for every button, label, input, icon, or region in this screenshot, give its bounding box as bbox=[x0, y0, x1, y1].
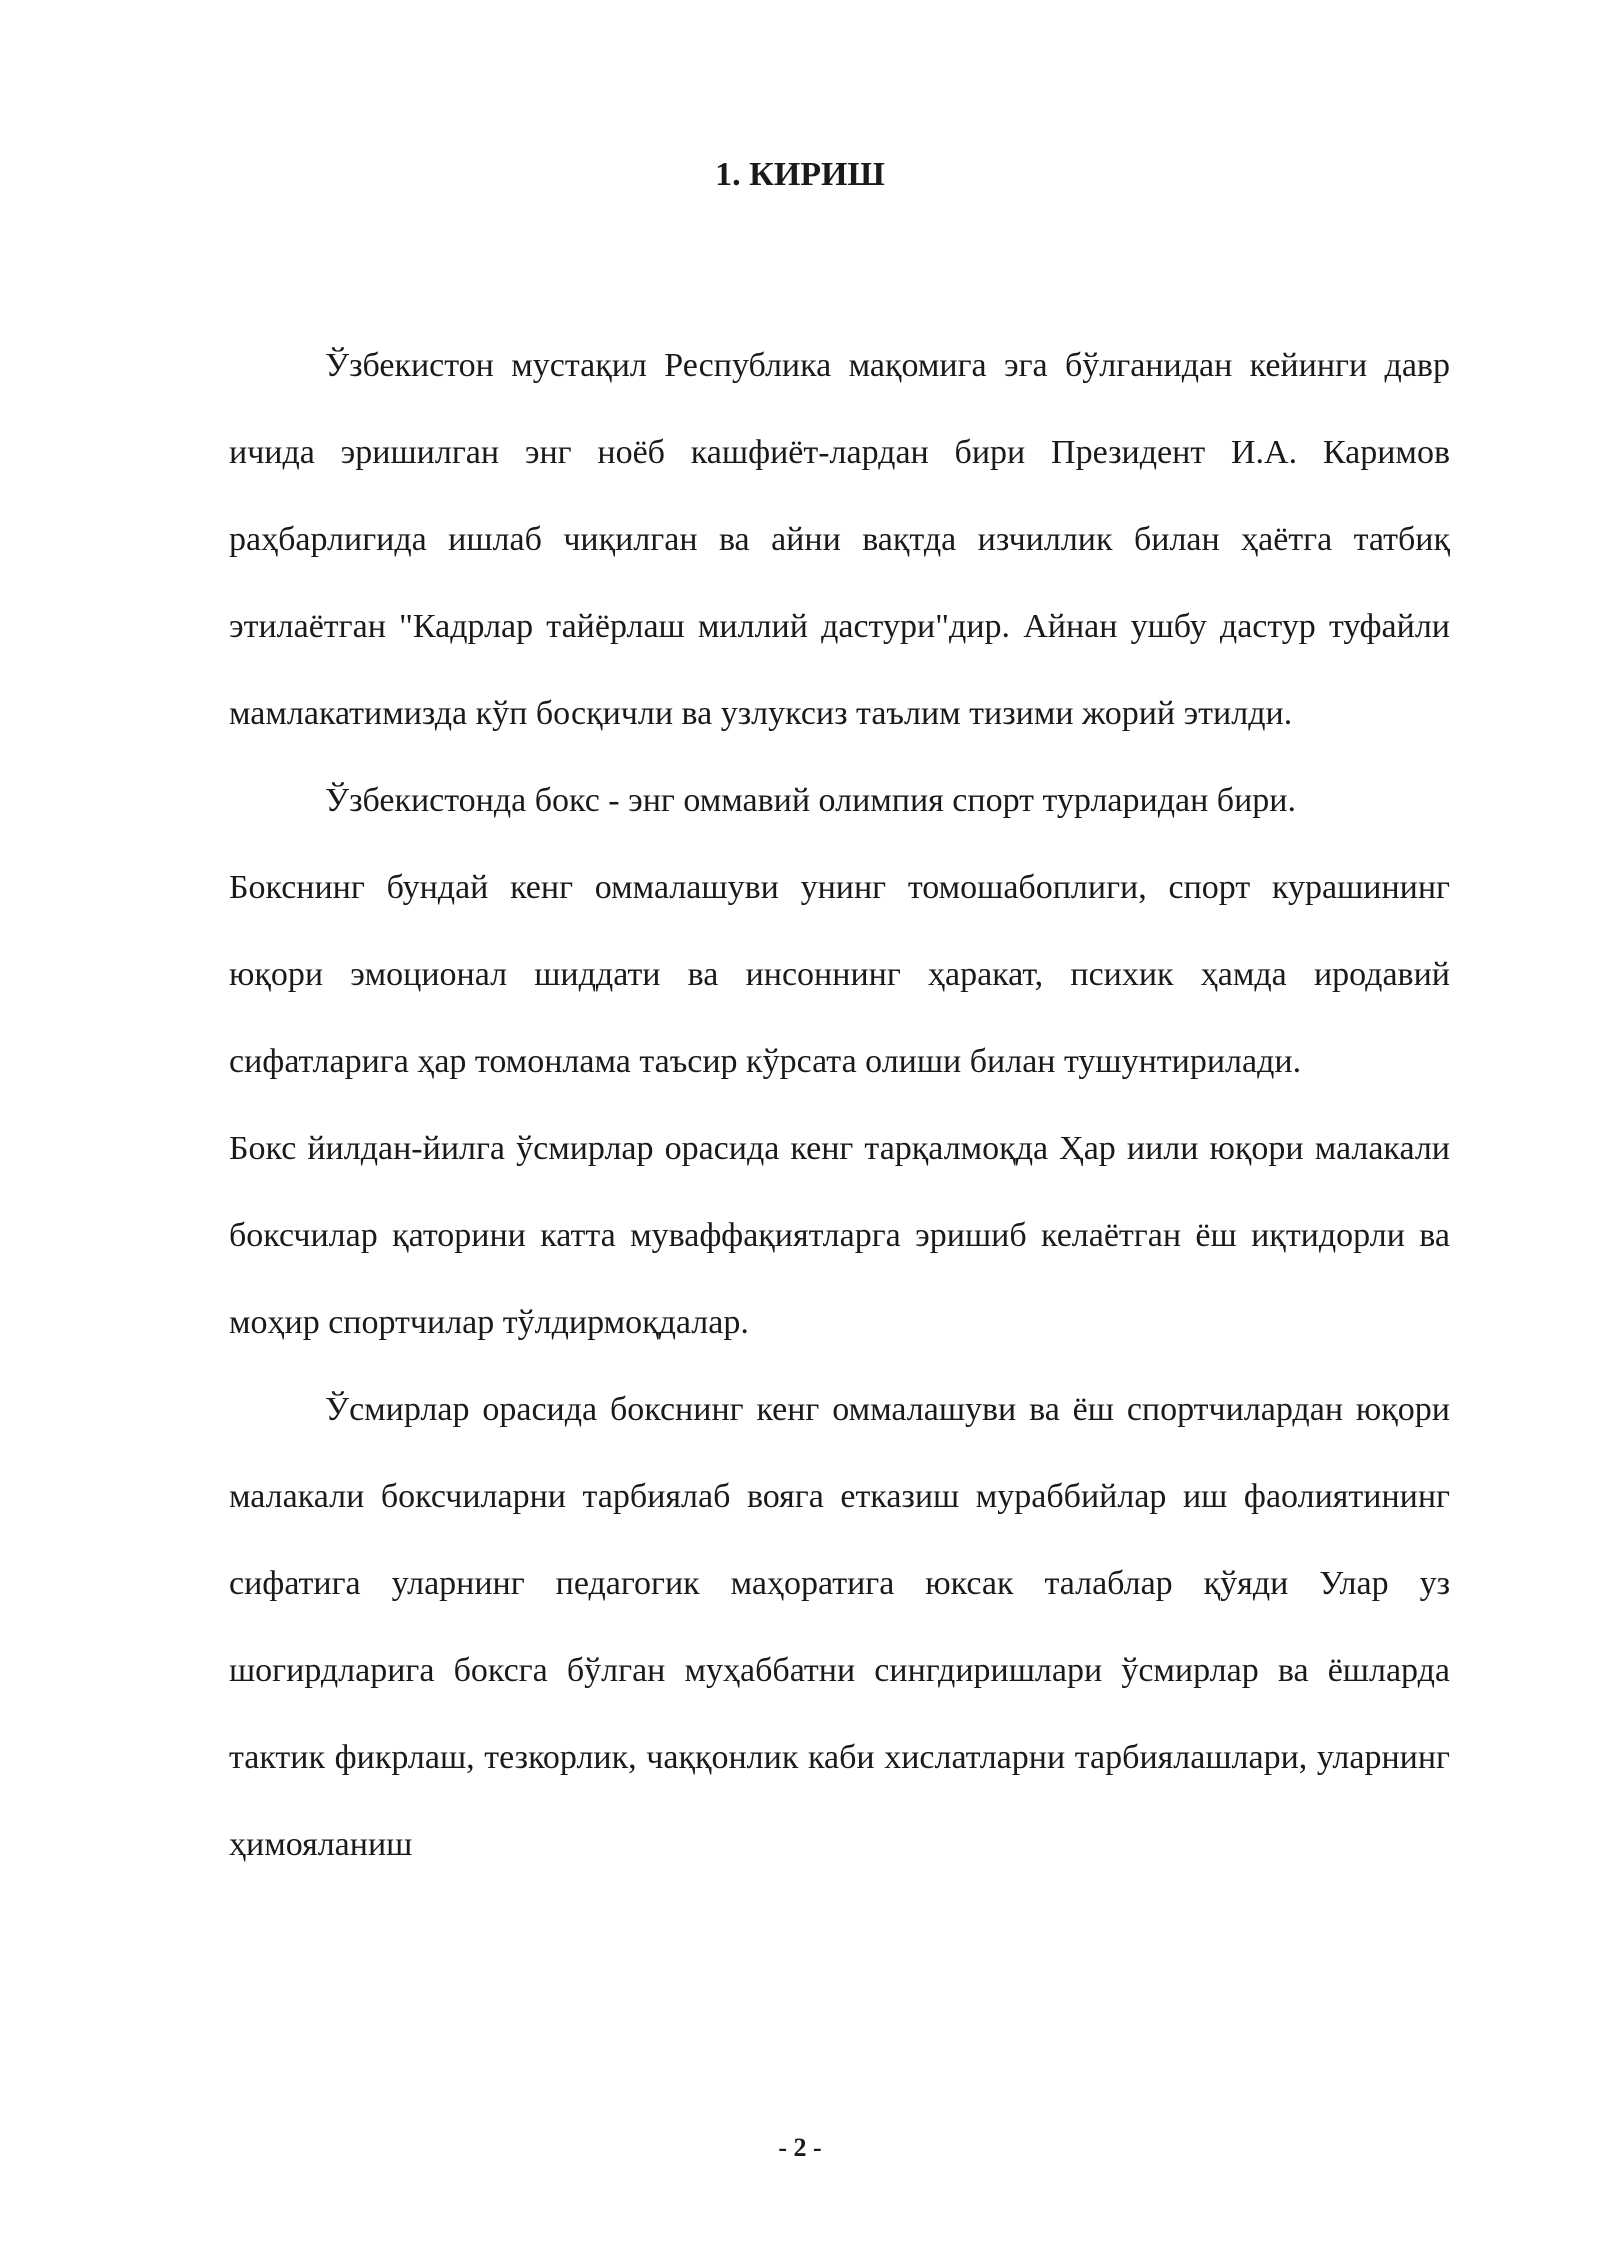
body-text bbox=[229, 322, 1450, 1888]
paragraph-2: Ўзбекистонда бокс - энг оммавий олимпия спорт турларидан бири. bbox=[325, 782, 1296, 819]
paragraph-5: Ўсмирлар орасида бокснинг кенг оммалашуви ва ёш спортчилардан юқори малакали боксчиларни тарбиялаб вояга етказиш мураббийлар иш фаолиятининг сифатига уларнинг педагогик маҳоратига юксак талаблар қўяди Улар уз шогирдларига боксга бўлган муҳаббатни сингдиришлари ўсмирлар ва ёшларда тактик фикрлаш, тезкорлик, чаққонлик каби хислатларни тарбиялашлари, уларнинг ҳимояланиш bbox=[229, 1391, 1450, 1863]
paragraph-1: Ўзбекистон мустақил Республика мақомига эга бўлганидан кейинги давр ичида эришилган энг ноёб кашфиёт-лардан бири Президент И.А. Каримов раҳбарлигида ишлаб чиқилган ва айни вақтда изчиллик билан ҳаётга татбиқ этилаётган "Кадрлар тайёрлаш миллий дастури"дир. Айнан ушбу дастур туфайли мамлакатимизда кўп босқичли ва узлуксиз таълим тизими жорий этилди. bbox=[229, 347, 1450, 732]
paragraph-4: Бокс йилдан-йилга ўсмирлар орасида кенг тарқалмоқда Ҳар иили юқори малакали боксчилар қаторини катта муваффақиятларга эришиб келаётган ёш иқтидорли ва моҳир спортчилар тўлдирмоқдалар. bbox=[229, 1130, 1450, 1341]
paragraph-3: Бокснинг бундай кенг оммалашуви унинг томошабоплиги, спорт курашининг юқори эмоционал шиддати ва инсоннинг ҳаракат, психик ҳамда иродавий сифатларига ҳар томонлама таъсир кўрсата олиши билан тушунтирилади. bbox=[229, 869, 1450, 1080]
page-number: - 2 - bbox=[778, 2133, 822, 2162]
page-title: 1. КИРИШ bbox=[715, 156, 885, 193]
